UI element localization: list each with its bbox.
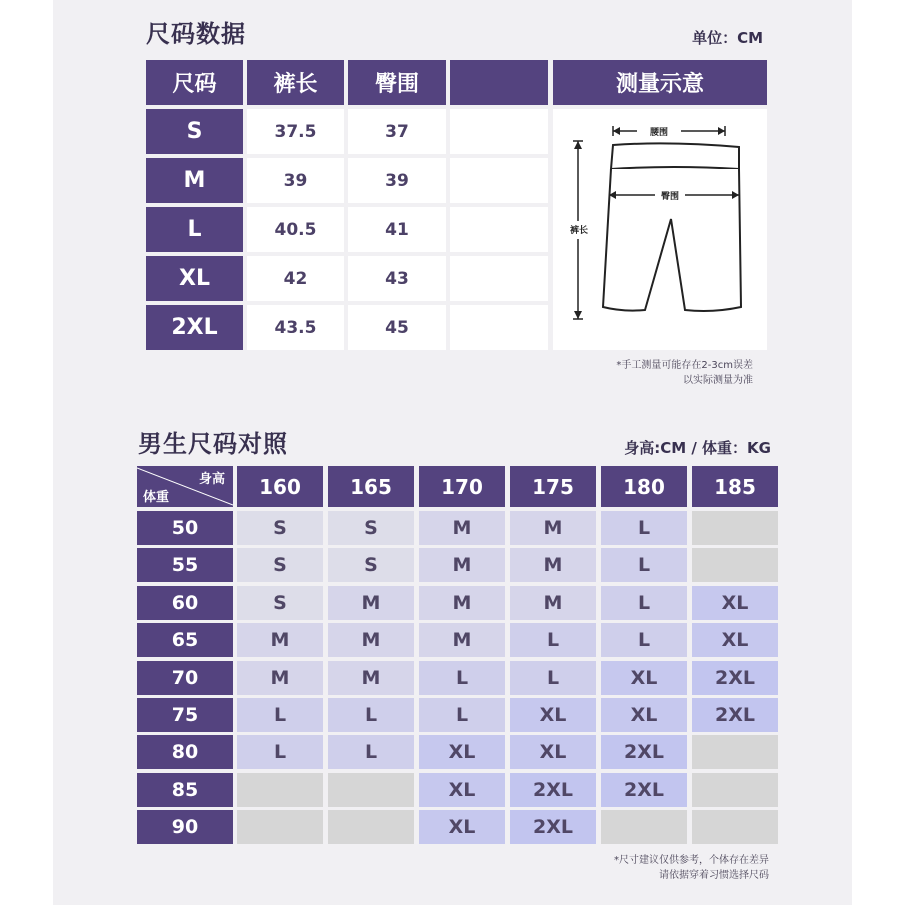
size-cell: M (328, 661, 414, 695)
empty-cell (692, 773, 778, 807)
size-cell: XL (601, 661, 687, 695)
corner-header (137, 466, 233, 507)
weight-label: 75 (137, 698, 233, 732)
size-cell: L (237, 698, 323, 732)
size-cell: XL (419, 773, 505, 807)
size-data-title: 尺码数据 (146, 20, 246, 48)
corner-height-label: 身高 (198, 472, 225, 487)
hip-label: 臀围 (660, 192, 680, 202)
length-label: 裤长 (569, 226, 589, 236)
size-cell: M (237, 661, 323, 695)
size-cell: S (328, 511, 414, 545)
size-cell: M (237, 623, 323, 657)
size-cell: L (328, 735, 414, 769)
size-cell: L (419, 698, 505, 732)
empty-cell (328, 773, 414, 807)
header-length: 裤长 (247, 60, 344, 105)
measurement-diagram (553, 109, 767, 350)
weight-label: 55 (137, 548, 233, 582)
size-cell: M (328, 623, 414, 657)
size-cell: XL (692, 623, 778, 657)
size-cell: L (601, 586, 687, 620)
length-value: 42 (247, 256, 344, 301)
size-cell: L (601, 511, 687, 545)
size-label: M (146, 158, 243, 203)
weight-label: 65 (137, 623, 233, 657)
size-cell: XL (510, 735, 596, 769)
size-cell: 2XL (692, 661, 778, 695)
hip-value: 41 (348, 207, 446, 252)
weight-label: 70 (137, 661, 233, 695)
size-cell: S (237, 511, 323, 545)
size-cell: 2XL (510, 773, 596, 807)
size-cell: XL (692, 586, 778, 620)
measure-note-1: *手工测量可能存在2-3cm误差 (616, 360, 753, 371)
height-header: 185 (692, 466, 778, 507)
length-value: 39 (247, 158, 344, 203)
hip-value: 39 (348, 158, 446, 203)
size-cell: M (510, 586, 596, 620)
header-blank (450, 60, 548, 105)
weight-label: 60 (137, 586, 233, 620)
size-cell: L (419, 661, 505, 695)
size-cell: S (237, 548, 323, 582)
size-cell: L (601, 623, 687, 657)
size-cell: M (419, 586, 505, 620)
empty-cell (692, 511, 778, 545)
size-cell: M (419, 623, 505, 657)
weight-label: 50 (137, 511, 233, 545)
hip-value: 45 (348, 305, 446, 350)
empty-cell (237, 773, 323, 807)
height-header: 180 (601, 466, 687, 507)
hip-value: 43 (348, 256, 446, 301)
size-label: 2XL (146, 305, 243, 350)
empty-cell (237, 810, 323, 844)
size-cell: L (237, 735, 323, 769)
hip-value: 37 (348, 109, 446, 154)
weight-label: 85 (137, 773, 233, 807)
size-chart-unit: 身高:CM / 体重：KG (624, 439, 771, 457)
size-cell: L (510, 661, 596, 695)
size-cell: 2XL (692, 698, 778, 732)
empty-cell (601, 810, 687, 844)
size-label: S (146, 109, 243, 154)
blank-cell (450, 305, 548, 350)
corner-weight-label: 体重 (143, 490, 170, 505)
size-cell: 2XL (601, 773, 687, 807)
size-cell: L (510, 623, 596, 657)
blank-cell (450, 109, 548, 154)
size-data-unit: 单位：CM (692, 29, 763, 47)
weight-label: 80 (137, 735, 233, 769)
empty-cell (692, 810, 778, 844)
size-cell: M (419, 511, 505, 545)
empty-cell (328, 810, 414, 844)
size-chart-title: 男生尺码对照 (138, 430, 288, 458)
size-cell: M (510, 511, 596, 545)
size-cell: XL (601, 698, 687, 732)
height-header: 175 (510, 466, 596, 507)
height-header: 170 (419, 466, 505, 507)
size-cell: L (601, 548, 687, 582)
blank-cell (450, 158, 548, 203)
size-label: L (146, 207, 243, 252)
size-cell: M (328, 586, 414, 620)
size-cell: XL (419, 735, 505, 769)
advice-note-2: 请依据穿着习惯选择尺码 (659, 870, 769, 881)
length-value: 40.5 (247, 207, 344, 252)
advice-note-1: *尺寸建议仅供参考，个体存在差异 (614, 855, 769, 866)
length-value: 43.5 (247, 305, 344, 350)
size-cell: L (328, 698, 414, 732)
size-cell: 2XL (601, 735, 687, 769)
blank-cell (450, 256, 548, 301)
measure-note-2: 以实际测量为准 (683, 375, 753, 386)
empty-cell (692, 735, 778, 769)
size-label: XL (146, 256, 243, 301)
shorts-diagram-icon (553, 109, 767, 350)
height-header: 165 (328, 466, 414, 507)
header-diagram: 测量示意 (553, 60, 767, 105)
size-cell: M (419, 548, 505, 582)
size-cell: S (328, 548, 414, 582)
header-hip: 臀围 (348, 60, 446, 105)
length-value: 37.5 (247, 109, 344, 154)
waist-label: 腰围 (649, 128, 669, 138)
height-header: 160 (237, 466, 323, 507)
blank-cell (450, 207, 548, 252)
size-cell: M (510, 548, 596, 582)
empty-cell (692, 548, 778, 582)
size-cell: XL (510, 698, 596, 732)
header-size: 尺码 (146, 60, 243, 105)
size-cell: S (237, 586, 323, 620)
size-cell: 2XL (510, 810, 596, 844)
weight-label: 90 (137, 810, 233, 844)
size-cell: XL (419, 810, 505, 844)
